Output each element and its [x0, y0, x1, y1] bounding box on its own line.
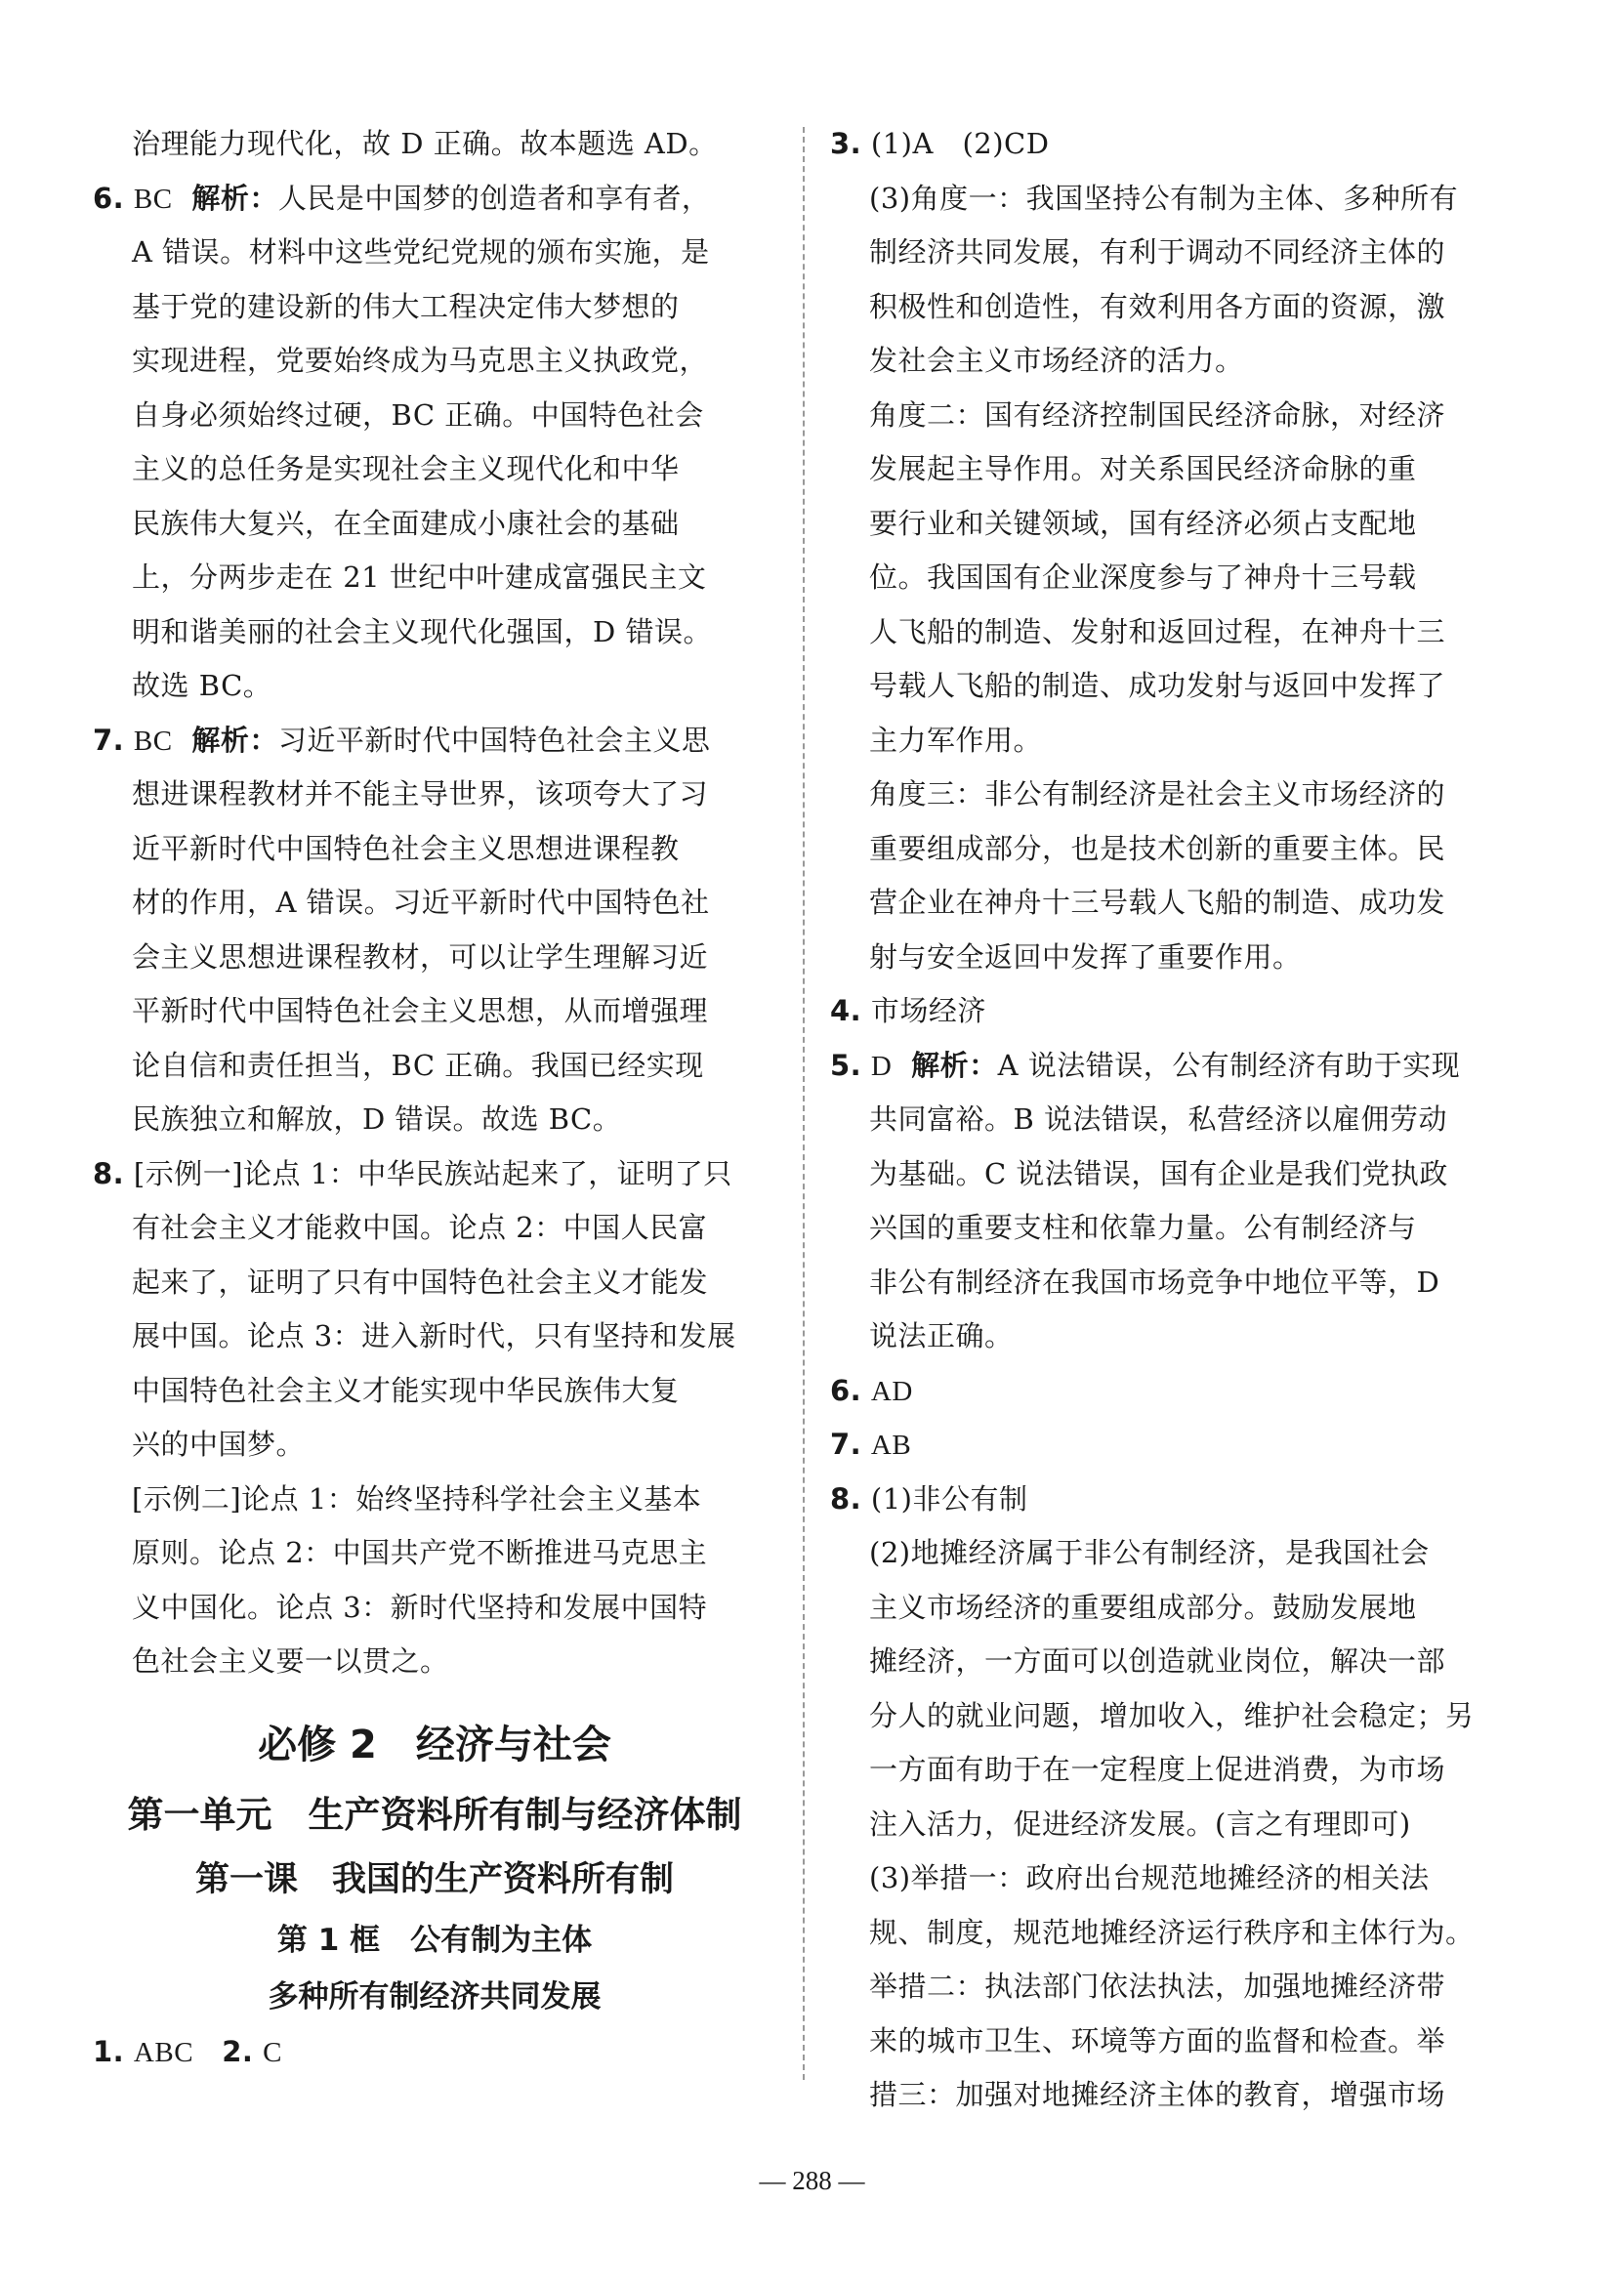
right-column [830, 117, 1519, 2123]
question-7 [830, 1418, 1519, 1473]
text-line: A 错误。材料中这些党纪党规的颁布实施，是 [132, 235, 710, 269]
text-line: 位。我国国有企业深度参与了神舟十三号载 [869, 561, 1417, 594]
question-3 [830, 117, 1519, 172]
text-line: 展中国。论点 3：进入新时代，只有坚持和发展 [132, 1319, 736, 1352]
text-line: 一方面有助于在一定程度上促进消费，为市场 [869, 1753, 1446, 1786]
question-7 [93, 714, 776, 769]
text-line: 措三：加强对地摊经济主体的教育，增强市场 [869, 2078, 1446, 2111]
question-number: 8. [93, 1156, 125, 1190]
question-number: 6. [93, 181, 125, 215]
question-number: 1. [93, 2034, 125, 2068]
text-line: 规、制度，规范地摊经济运行秩序和主体行为。 [869, 1915, 1475, 1949]
text-line: (2)地摊经济属于非公有制经济，是我国社会 [869, 1536, 1430, 1569]
text-line: 基于党的建设新的伟大工程决定伟大梦想的 [132, 289, 680, 323]
answer: AD [870, 1375, 913, 1407]
text-line: 积极性和创造性，有效利用各方面的资源，激 [869, 289, 1446, 323]
text-line: 兴的中国梦。 [132, 1428, 306, 1461]
text-line: 重要组成部分，也是技术创新的重要主体。民 [869, 831, 1446, 865]
text-line: 民族独立和解放，D 错误。故选 BC。 [132, 1102, 622, 1136]
text-line: 营企业在神舟十三号载人飞船的制造、成功发 [869, 886, 1446, 919]
text-line: 论自信和责任担当，BC 正确。我国已经实现 [132, 1048, 704, 1082]
text-line: 要行业和关键领域，国有经济必须占支配地 [869, 506, 1417, 540]
text-line: 分人的就业问题，增加收入，维护社会稳定；另 [869, 1698, 1475, 1732]
text-line: 上，分两步走在 21 世纪中叶建成富强民主文 [132, 561, 707, 594]
analysis-label: 解析： [911, 1048, 998, 1082]
text-line: 发展起主导作用。对关系国民经济命脉的重 [869, 452, 1417, 485]
unit-heading: 第一单元 生产资料所有制与经济体制 [127, 1793, 742, 1836]
text-line: 明和谐美丽的社会主义现代化强国，D 错误。 [132, 614, 712, 648]
question-text: (1)非公有制 [870, 1481, 1028, 1516]
text-line: 治理能力现代化，故 D 正确。故本题选 AD。 [132, 127, 718, 160]
answer: BC [133, 725, 173, 757]
question-4 [830, 984, 1519, 1039]
answer: ABC [133, 2036, 194, 2068]
text-line: 有社会主义才能救中国。论点 2：中国人民富 [132, 1211, 708, 1244]
text-line: 义中国化。论点 3：新时代坚持和发展中国特 [132, 1590, 708, 1624]
question-text: [示例一]论点 1：中华民族站起来了，证明了只 [133, 1156, 732, 1190]
question-number: 4. [830, 994, 862, 1027]
answer: AB [870, 1430, 912, 1461]
text-line: (3)举措一：政府出台规范地摊经济的相关法 [869, 1861, 1430, 1894]
analysis-text: 习近平新时代中国特色社会主义思 [277, 723, 711, 757]
text-line: 射与安全返回中发挥了重要作用。 [869, 939, 1302, 974]
analysis-label: 解析： [191, 723, 278, 757]
text-line: 人飞船的制造、发射和返回过程，在神舟十三 [869, 614, 1446, 648]
text-line: 角度三：非公有制经济是社会主义市场经济的 [869, 777, 1446, 810]
question-number: 6. [830, 1373, 862, 1407]
column-divider [803, 127, 805, 2080]
text-line: 材的作用，A 错误。习近平新时代中国特色社 [132, 886, 710, 919]
analysis-text: 人民是中国梦的创造者和享有者， [277, 181, 711, 215]
text-line: 兴国的重要支柱和依靠力量。公有制经济与 [869, 1211, 1417, 1244]
text-line: 近平新时代中国特色社会主义思想进课程教 [132, 831, 680, 865]
text-line: 主义的总任务是实现社会主义现代化和中华 [132, 452, 680, 485]
text-line: (3)角度一：我国坚持公有制为主体、多种所有 [869, 181, 1459, 215]
question-text: 市场经济 [870, 994, 986, 1027]
text-line: 发社会主义市场经济的活力。 [869, 344, 1244, 377]
text-line: 举措二：执法部门依法执法，加强地摊经济带 [869, 1970, 1446, 2003]
text-line: 号载人飞船的制造、成功发射与返回中发挥了 [869, 669, 1446, 702]
page-number: — 288 — [759, 2166, 865, 2195]
analysis-text: A 说法错误，公有制经济有助于实现 [997, 1048, 1461, 1082]
book-heading: 必修 2 经济与社会 [258, 1722, 611, 1767]
text-line: 想进课程教材并不能主导世界，该项夸大了习 [132, 777, 709, 810]
text-line: 主义市场经济的重要组成部分。鼓励发展地 [869, 1590, 1417, 1624]
text-line: 中国特色社会主义才能实现中华民族伟大复 [132, 1373, 680, 1407]
text-line: 实现进程，党要始终成为马克思主义执政党， [132, 344, 709, 377]
text-line: 民族伟大复兴，在全面建成小康社会的基础 [132, 506, 680, 540]
question-6 [830, 1364, 1519, 1419]
text-line: 主力军作用。 [869, 723, 1043, 757]
text-line: 故选 BC。 [132, 669, 272, 702]
question-number: 7. [93, 723, 125, 757]
question-6 [93, 172, 776, 227]
answers-1-2 [93, 2025, 776, 2080]
text-line: 色社会主义要一以贯之。 [132, 1644, 449, 1678]
question-text: (1)A (2)CD [870, 127, 1050, 160]
text-line: 平新时代中国特色社会主义思想，从而增强理 [132, 994, 709, 1027]
text-line: 起来了，证明了只有中国特色社会主义才能发 [132, 1265, 709, 1299]
text-line: 为基础。C 说法错误，国有企业是我们党执政 [869, 1156, 1448, 1190]
text-line: 非公有制经济在我国市场竞争中地位平等，D [869, 1265, 1440, 1299]
text-line: 注入活力，促进经济发展。(言之有理即可) [869, 1807, 1411, 1841]
question-8 [830, 1473, 1519, 1527]
frame-heading: 第 1 框 公有制为主体 [276, 1922, 593, 1958]
text-line: 角度二：国有经济控制国民经济命脉，对经济 [869, 397, 1446, 432]
text-line: 自身必须始终过硬，BC 正确。中国特色社会 [132, 397, 704, 432]
answer: BC [133, 183, 173, 215]
text-line: 共同富裕。B 说法错误，私营经济以雇佣劳动 [869, 1102, 1448, 1136]
answer: C [263, 2036, 282, 2068]
text-line: 说法正确。 [869, 1319, 1014, 1352]
question-number: 7. [830, 1428, 862, 1461]
question-number: 5. [830, 1048, 862, 1082]
text-line: 来的城市卫生、环境等方面的监督和检查。举 [869, 2023, 1446, 2057]
question-number: 3. [830, 127, 862, 160]
text-line: 制经济共同发展，有利于调动不同经济主体的 [869, 235, 1446, 269]
left-column [93, 117, 776, 2079]
question-number: 8. [830, 1481, 862, 1516]
text-line: 会主义思想进课程教材，可以让学生理解习近 [132, 939, 709, 974]
lesson-heading: 第一课 我国的生产资料所有制 [194, 1859, 674, 1899]
frame-subheading: 多种所有制经济共同发展 [268, 1978, 602, 2015]
answer: D [870, 1050, 893, 1082]
question-number: 2. [222, 2034, 254, 2068]
text-line: 原则。论点 2：中国共产党不断推进马克思主 [132, 1536, 708, 1569]
text-line: [示例二]论点 1：始终坚持科学社会主义基本 [132, 1481, 702, 1516]
analysis-label: 解析： [191, 181, 278, 215]
question-8 [93, 1147, 776, 1202]
text-line: 摊经济，一方面可以创造就业岗位，解决一部 [869, 1644, 1446, 1678]
question-5 [830, 1039, 1519, 1094]
